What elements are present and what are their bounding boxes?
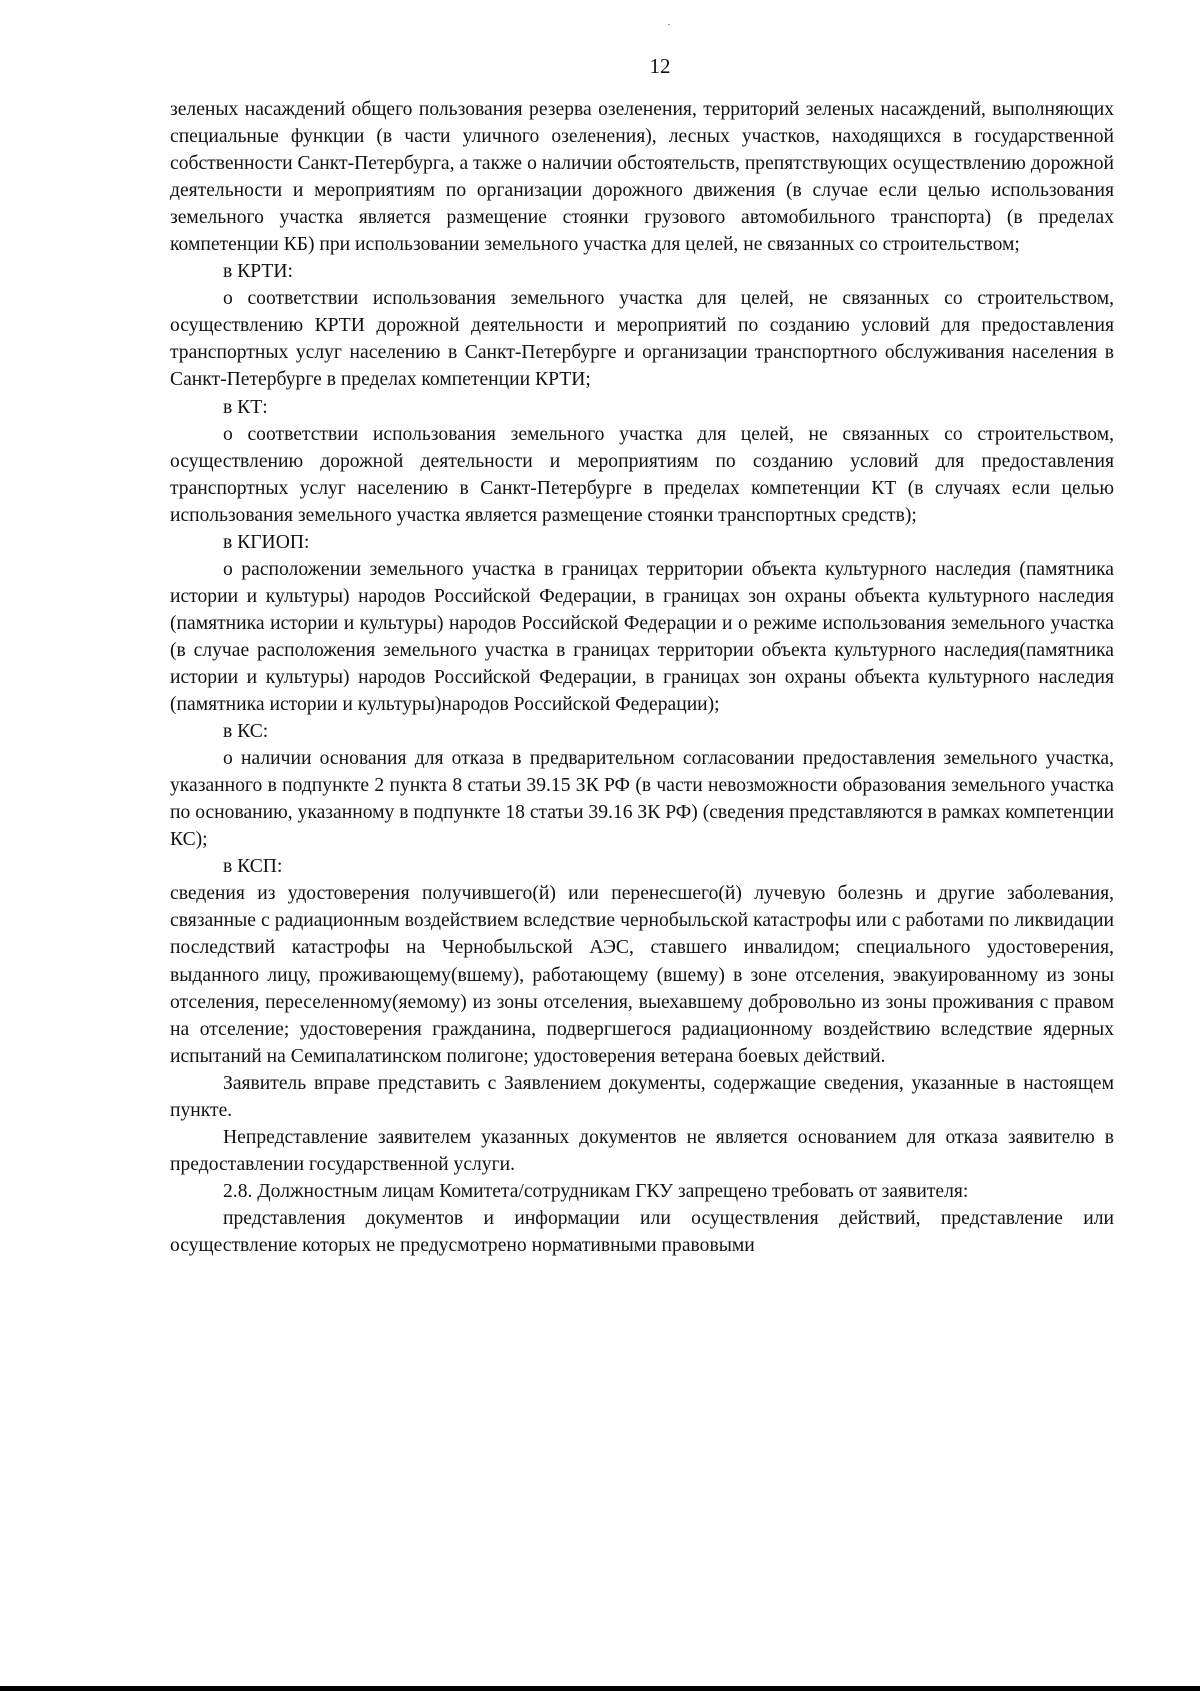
paragraph-ks-text: о наличии основания для отказа в предварительном согласовании предоставления земельного участка, указанного в подпункте 2 пункта 8 статьи 39.15 ЗК РФ (в части невозможности образования земельного участка по основанию, указанному в подпункте 18 статьи 39.16 ЗК РФ) (сведения представляются в рамках компетенции КС); xyxy=(170,748,1114,851)
paragraph-kgiop-text: о расположении земельного участка в границах территории объекта культурного наследия (памятника истории и культуры) народов Российской Федерации, в границах зон охраны объекта культурного наследия (памятника истории и культуры) народов Российской Федерации и о режиме использования земельного участка (в случае расположения земельного участка в границах территории объекта культурного наследия(памятника истории и культуры) народов Российской Федерации, в границах зон охраны объекта культурного наследия (памятника истории и культуры)народов Российской Федерации); xyxy=(170,558,1114,716)
paragraph-kgiop-heading: в КГИОП: xyxy=(223,531,310,553)
paragraph-ksp-text: сведения из удостоверения получившего(й) или перенесшего(й) лучевую болезнь и другие заболевания, связанные с радиационным воздействием вследствие чернобыльской катастрофы или с работами по ликвидации последствий катастрофы на Чернобыльской АЭС, ставшего инвалидом; специального удостоверения, выданного лицу, проживающему(вшему), работающему (вшему) в зоне отселения, эвакуированному из зоны отселения, переселенному(яемому) из зоны отселения, выехавшему добровольно из зоны проживания с правом на отселение; удостоверения гражданина, подвергшегося радиационному воздействию вследствие ядерных испытаний на Семипалатинском полигоне; удостоверения ветерана боевых действий. xyxy=(170,883,1114,1067)
paragraph-kt-text: о соответствии использования земельного участка для целей, не связанных со строительством, осуществлению дорожной деятельности и мероприятиям по созданию условий для предоставления транспортных услуг населению в Санкт-Петербурге в пределах компетенции КТ (в случаях если целью использования земельного участка является размещение стоянки транспортных средств); xyxy=(170,423,1114,526)
document-body xyxy=(170,96,1114,1259)
paragraph-non-submission: Непредставление заявителем указанных документов не является основанием для отказа заявителю в предоставлении государственной услуги. xyxy=(170,1126,1114,1175)
scan-mark xyxy=(668,24,670,25)
paragraph-ks-heading: в КС: xyxy=(223,721,269,743)
paragraph-ksp-heading: в КСП: xyxy=(223,856,283,878)
page-number: 12 xyxy=(649,54,671,78)
paragraph-prohibition-item: представления документов и информации или осуществления действий, представление или осуществление которых не предусмотрено нормативными правовыми xyxy=(170,1207,1114,1256)
paragraph-kt-heading: в КТ: xyxy=(223,396,268,418)
paragraph-krti-text: о соответствии использования земельного участка для целей, не связанных со строительством, осуществлению КРТИ дорожной деятельности и мероприятий по созданию условий для предоставления транспортных услуг населению в Санкт-Петербурге и организации транспортного обслуживания населения в Санкт-Петербурге в пределах компетенции КРТИ; xyxy=(170,288,1114,391)
paragraph-section-2-8: 2.8. Должностным лицам Комитета/сотрудникам ГКУ запрещено требовать от заявителя: xyxy=(223,1180,969,1202)
bottom-edge-rule xyxy=(0,1686,1200,1691)
paragraph-kb-continuation: зеленых насаждений общего пользования резерва озеленения, территорий зеленых насаждений, выполняющих специальные функции (в части уличного озеленения), лесных участков, находящихся в государственной собственности Санкт-Петербурга, а также о наличии обстоятельств, препятствующих осуществлению дорожной деятельности и мероприятиям по организации дорожного движения (в случае если целью использования земельного участка является размещение стоянки грузового автомобильного транспорта) (в пределах компетенции КБ) при использовании земельного участка для целей, не связанных со строительством; xyxy=(170,99,1114,256)
paragraph-applicant-right: Заявитель вправе представить с Заявлением документы, содержащие сведения, указанные в настоящем пункте. xyxy=(170,1072,1114,1121)
paragraph-krti-heading: в КРТИ: xyxy=(223,261,293,283)
